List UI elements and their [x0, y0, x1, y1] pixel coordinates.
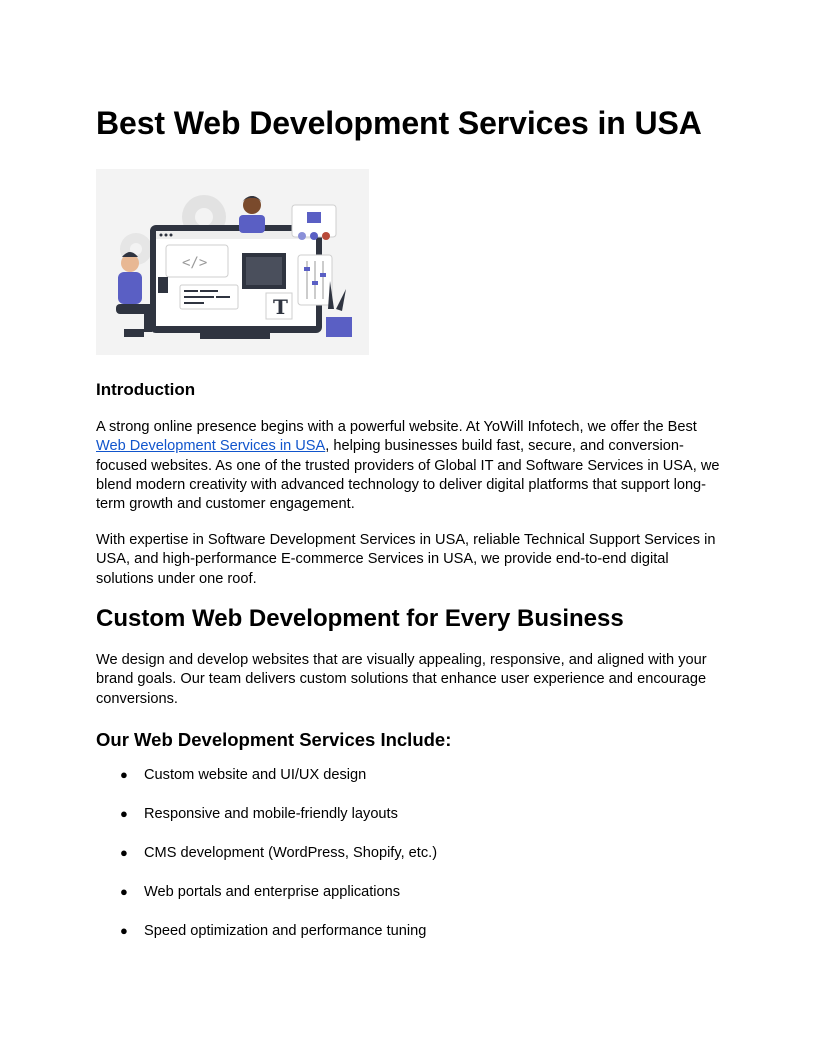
section-paragraph: We design and develop websites that are visually appealing, responsive, and aligned with your brand goals. Our team delivers custom solutions that enhance user experience and encourage conversions.	[96, 652, 707, 707]
section-heading: Custom Web Development for Every Business	[96, 605, 624, 632]
intro-text-end: , helping businesses build fast, secure, and conversion-focused websites. As one of the trusted providers of Global IT and Software Services in USA, we blend modern creativity with advanced technology to deliver digital platforms that support long-term growth and customer engagement.	[96, 438, 720, 513]
list-item	[96, 843, 437, 882]
web-development-services-link[interactable]: Web Development Services in USA	[96, 438, 326, 455]
introduction-heading: Introduction	[96, 380, 196, 399]
list-item	[96, 921, 437, 960]
list-item	[96, 804, 437, 843]
intro-paragraph	[96, 418, 722, 514]
hero-illustration	[96, 169, 369, 355]
text-icon: T	[273, 295, 288, 319]
list-item	[96, 765, 437, 804]
bullet-icon: ●	[120, 923, 128, 938]
expertise-paragraph: With expertise in Software Development Services in USA, reliable Technical Support Services in USA, and high-performance E-commerce Services in USA, we provide end-to-end digital solutions under one roof.	[96, 532, 716, 587]
page-title: Best Web Development Services in USA	[96, 105, 702, 141]
list-item-label: Responsive and mobile-friendly layouts	[144, 806, 398, 822]
services-list	[96, 765, 437, 960]
list-item-label: CMS development (WordPress, Shopify, etc.)	[144, 845, 438, 861]
code-icon: </>	[182, 255, 208, 271]
list-item-label: Custom website and UI/UX design	[144, 767, 367, 783]
list-item-label: Speed optimization and performance tuning	[144, 923, 427, 939]
intro-text-start: A strong online presence begins with a powerful website. At YoWill Infotech, we offer the Best	[96, 419, 697, 435]
web-development-illustration	[96, 169, 369, 355]
bullet-icon: ●	[120, 845, 128, 860]
services-heading: Our Web Development Services Include:	[96, 729, 452, 750]
plant-pot	[326, 317, 352, 337]
bullet-icon: ●	[120, 806, 128, 821]
list-item	[96, 882, 437, 921]
list-item-label: Web portals and enterprise applications	[144, 884, 401, 900]
bullet-icon: ●	[120, 884, 128, 899]
bullet-icon: ●	[120, 767, 128, 782]
mail-icon	[307, 212, 321, 223]
